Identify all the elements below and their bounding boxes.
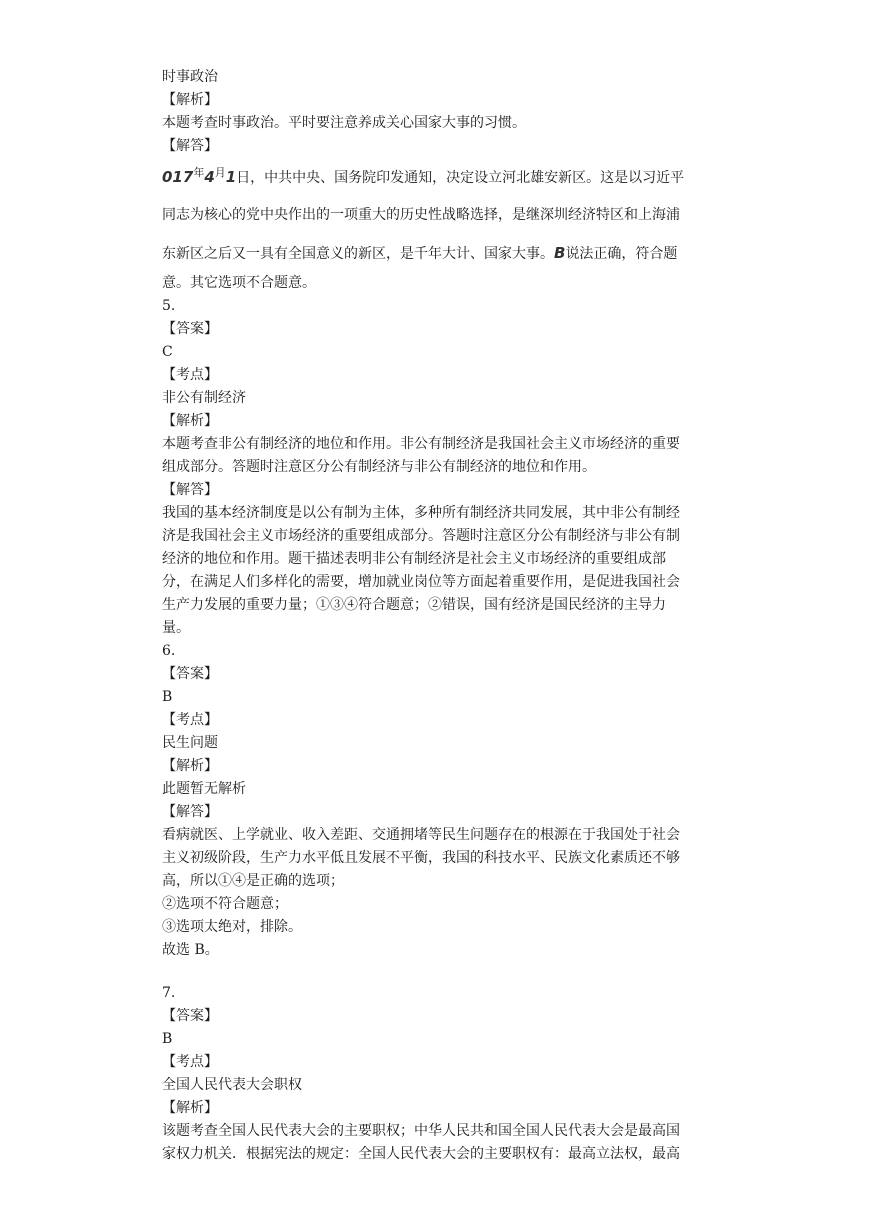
answer-value: B — [162, 1031, 173, 1047]
text-line: 组成部分。答题时注意区分公有制经济与非公有制经济的地位和作用。 — [162, 459, 596, 475]
text-line: 本题考查时事政治。平时要注意养成关心国家大事的习惯。 — [162, 115, 526, 131]
text-fragment: 日，中共中央、国务院印发通知，决定设立河北雄安新区。这是以习近平 — [236, 170, 685, 186]
text-line: 意。其它选项不合题意。 — [162, 275, 316, 291]
math-number: 4 — [204, 168, 215, 186]
text-fragment: 月 — [214, 166, 226, 179]
text-line: 该题考查全国人民代表大会的主要职权；中华人民共和国全国人民代表大会是最高国 — [162, 1123, 680, 1139]
text-line — [162, 234, 732, 272]
text-fragment: 东新区之后又一具有全国意义的新区，是千年大计、国家大事。 — [162, 246, 554, 262]
section-label: 【答案】 — [162, 321, 218, 337]
text-line: 时事政治 — [162, 69, 218, 85]
question-number: 6. — [162, 643, 176, 659]
text-line: 同志为核心的党中央作出的一项重大的历史性战略选择，是继深圳经济特区和上海浦 — [162, 207, 680, 223]
text-line: 看病就医、上学就业、收入差距、交通拥堵等民生问题存在的根源在于我国处于社会 — [162, 827, 680, 843]
section-label: 【解答】 — [162, 138, 218, 154]
question-number: 5. — [162, 298, 176, 314]
math-letter: B — [554, 244, 566, 262]
math-number: 017 — [162, 168, 194, 186]
text-line: 本题考查非公有制经济的地位和作用。非公有制经济是我国社会主义市场经济的重要 — [162, 436, 680, 452]
spacer — [162, 962, 732, 982]
text-line: 分，在满足人们多样化的需要，增加就业岗位等方面起着重要作用，是促进我国社会 — [162, 574, 680, 590]
section-label: 【解析】 — [162, 758, 218, 774]
text-line: 经济的地位和作用。题干描述表明非公有制经济是社会主义市场经济的重要组成部 — [162, 551, 666, 567]
text-line: 济是我国社会主义市场经济的重要组成部分。答题时注意区分公有制经济与非公有制 — [162, 528, 680, 544]
section-label: 【解答】 — [162, 804, 218, 820]
text-line: 主义初级阶段，生产力水平低且发展不平衡，我国的科技水平、民族文化素质还不够 — [162, 850, 680, 866]
answer-value: B — [162, 689, 173, 705]
text-line: 故选 B。 — [162, 942, 219, 958]
text-line: 民生问题 — [162, 735, 218, 751]
section-label: 【解析】 — [162, 413, 218, 429]
text-line: 量。 — [162, 620, 190, 636]
section-label: 【解析】 — [162, 92, 218, 108]
section-label: 【答案】 — [162, 666, 218, 682]
math-number: 1 — [225, 168, 237, 186]
text-fragment: 说法正确，符合题 — [565, 246, 678, 262]
section-label: 【考点】 — [162, 712, 218, 728]
text-line: ②选项不符合题意； — [162, 896, 288, 912]
text-line: ③选项太绝对，排除。 — [162, 919, 302, 935]
text-line: 高，所以①④是正确的选项； — [162, 873, 344, 889]
text-line: 全国人民代表大会职权 — [162, 1077, 302, 1093]
section-label: 【考点】 — [162, 1054, 218, 1070]
text-line: 此题暂无解析 — [162, 781, 246, 797]
text-line: 生产力发展的重要力量；①③④符合题意；②错误，国有经济是国民经济的主导力 — [162, 597, 666, 613]
question-number: 7. — [162, 985, 176, 1001]
document-body — [162, 66, 732, 1166]
answer-value: C — [162, 344, 173, 360]
text-line — [162, 158, 732, 196]
section-label: 【答案】 — [162, 1008, 218, 1024]
text-line: 家权力机关．根据宪法的规定：全国人民代表大会的主要职权有：最高立法权，最高 — [162, 1146, 680, 1162]
text-line: 我国的基本经济制度是以公有制为主体，多种所有制经济共同发展，其中非公有制经 — [162, 505, 680, 521]
text-line: 非公有制经济 — [162, 390, 246, 406]
section-label: 【解析】 — [162, 1100, 218, 1116]
section-label: 【解答】 — [162, 482, 218, 498]
text-fragment: 年 — [193, 166, 205, 179]
section-label: 【考点】 — [162, 367, 218, 383]
